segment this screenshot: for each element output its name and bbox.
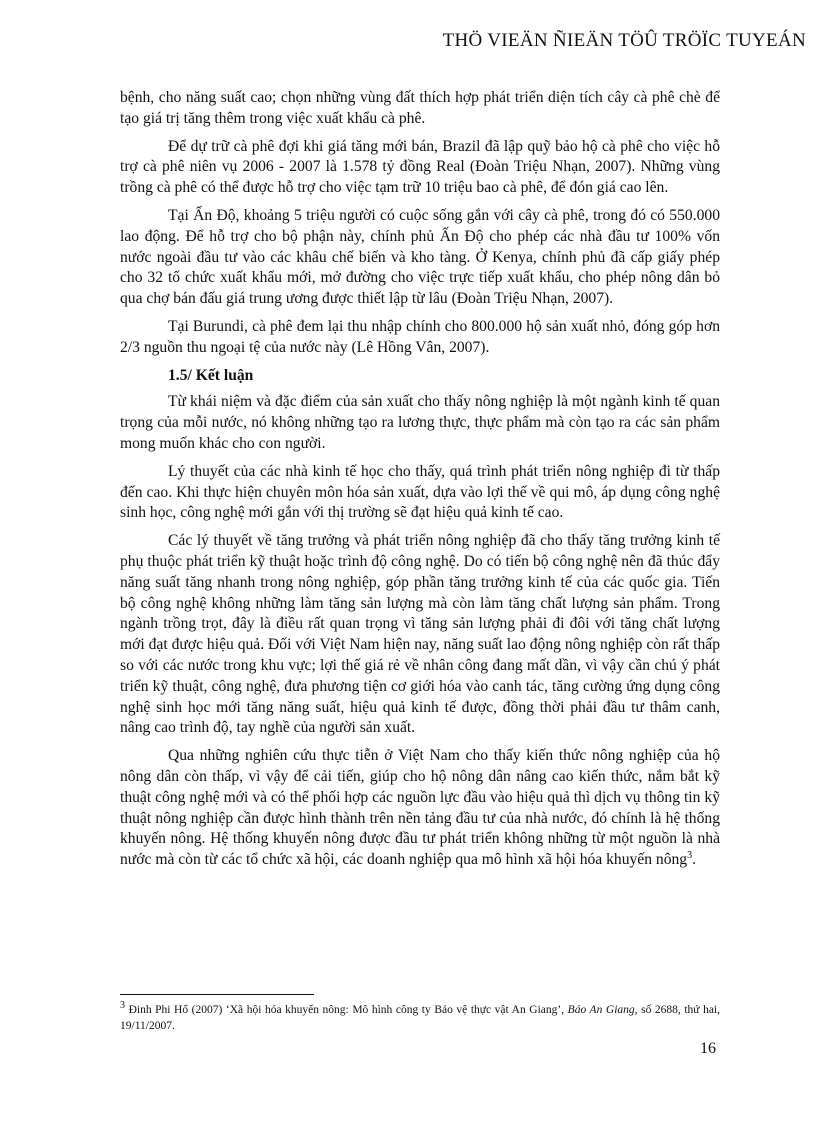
paragraph: Để dự trữ cà phê đợi khi giá tăng mới bán, Brazil đã lập quỹ bảo hộ cà phê cho việc hỗ trợ cà phê niên vụ 2006 - 2007 là 1.578 tỷ đồng Real (Đoàn Triệu Nhạn, 2007). Những vùng trồng cà phê có thể được hỗ trợ cho việc tạm trữ 10 triệu bao cà phê, để đón giá cao lên. <box>120 137 720 197</box>
footnote-divider <box>120 994 314 995</box>
section-heading: 1.5/ Kết luận <box>168 366 254 384</box>
footnote-text-end: , số 2688, thứ hai, 19/11/2007. <box>120 1004 721 1032</box>
page-header-title: THÖ VIEÄN ÑIEÄN TÖÛ TRÖÏC TUYEÁN <box>442 30 806 51</box>
footnote <box>120 1002 720 1034</box>
footnote-text: Đinh Phi Hổ (2007) ‘Xã hội hóa khuyến nông: Mô hình công ty Bảo vệ thực vật An Giang’, <box>125 1004 568 1016</box>
page-number: 16 <box>700 1040 716 1057</box>
paragraph: Các lý thuyết về tăng trưởng và phát triển nông nghiệp đã cho thấy tăng trưởng kinh tế phụ thuộc phát triển kỹ thuật hoặc trình độ công nghệ. Do có tiến bộ công nghệ nên đã thúc đẩy năng suất tăng nhanh trong nông nghiệp, góp phần tăng trưởng kinh tế của các quốc gia. Tiến bộ công nghệ không những làm tăng sản lượng mà còn làm tăng chất lượng sản phẩm. Trong ngành trồng trọt, đây là điều rất quan trọng vì tăng sản lượng phải đi đôi với tăng chất lượng mới đạt được hiệu quả. Đối với Việt Nam hiện nay, năng suất lao động nông nghiệp còn rất thấp so với các nước trong khu vực; lợi thế giá rẻ về nhân công đang mất dần, vì vậy cần chú ý phát triển kỹ thuật, công nghệ, đưa phương tiện cơ giới hóa vào canh tác, tăng cường ứng dụng công nghệ sinh học mới tăng năng suất, hiệu quả kinh tế được, đồng thời phải đầu tư thâm canh, nâng cao trình độ, tay nghề của người sản xuất. <box>120 532 720 737</box>
paragraph: Tại Burundi, cà phê đem lại thu nhập chính cho 800.000 hộ sản xuất nhỏ, đóng góp hơn 2/3 nguồn thu ngoại tệ của nước này (Lê Hồng Vân, 2007). <box>120 317 720 356</box>
paragraph <box>120 746 720 871</box>
footnote-marker: 3 <box>120 1000 125 1012</box>
paragraph: Lý thuyết của các nhà kinh tế học cho thấy, quá trình phát triển nông nghiệp đi từ thấp đến cao. Khi thực hiện chuyên môn hóa sản xuất, dựa vào lợi thế về qui mô, áp dụng công nghệ sinh học, công nghệ mới gắn với thị trường sẽ đạt hiệu quả kinh tế cao. <box>120 462 720 522</box>
footnote-source: Báo An Giang <box>567 1004 635 1016</box>
paragraph: Tại Ấn Độ, khoảng 5 triệu người có cuộc sống gắn với cây cà phê, trong đó có 550.000 lao động. Để hỗ trợ cho bộ phận này, chính phủ Ấn Độ cho phép các nhà đầu tư 100% vốn nước ngoài đầu tư vào các khâu chế biến và kho tàng. Ở Kenya, chính phủ đã cấp giấy phép cho 32 tổ chức xuất khẩu mới, mở đường cho việc trực tiếp xuất khẩu, cho phép nông dân bỏ qua chợ bán đấu giá trung ương được thiết lập từ lâu (Đoàn Triệu Nhạn, 2007). <box>120 206 720 308</box>
body-text <box>120 88 720 878</box>
footnote-reference[interactable]: 3 <box>687 849 693 861</box>
paragraph: Từ khái niệm và đặc điểm của sản xuất cho thấy nông nghiệp là một ngành kinh tế quan trọng của mỗi nước, nó không những tạo ra lương thực, thực phẩm mà còn tạo ra các sản phẩm mong muốn khác cho con người. <box>120 393 720 452</box>
paragraph-end: . <box>692 851 696 869</box>
paragraph: bệnh, cho năng suất cao; chọn những vùng đất thích hợp phát triển diện tích cây cà phê chè để tạo giá trị tăng thêm trong việc xuất khẩu cà phê. <box>120 89 720 127</box>
paragraph-text: Qua những nghiên cứu thực tiễn ở Việt Nam cho thấy kiến thức nông nghiệp của hộ nông dân còn thấp, vì vậy để cải tiến, giúp cho hộ nông dân nâng cao kiến thức, nắm bắt kỹ thuật công nghệ mới và có thể phối hợp các nguồn lực đầu vào hiệu quả thì dịch vụ thông tin kỹ thuật nông nghiệp cần được hình thành trên nền tảng đầu tư của nhà nước, đó chính là hệ thống khuyến nông. Hệ thống khuyến nông được đầu tư phát triển không những từ một nguồn là nhà nước mà còn từ các tổ chức xã hội, các doanh nghiệp qua mô hình xã hội hóa khuyến nông <box>120 747 720 869</box>
